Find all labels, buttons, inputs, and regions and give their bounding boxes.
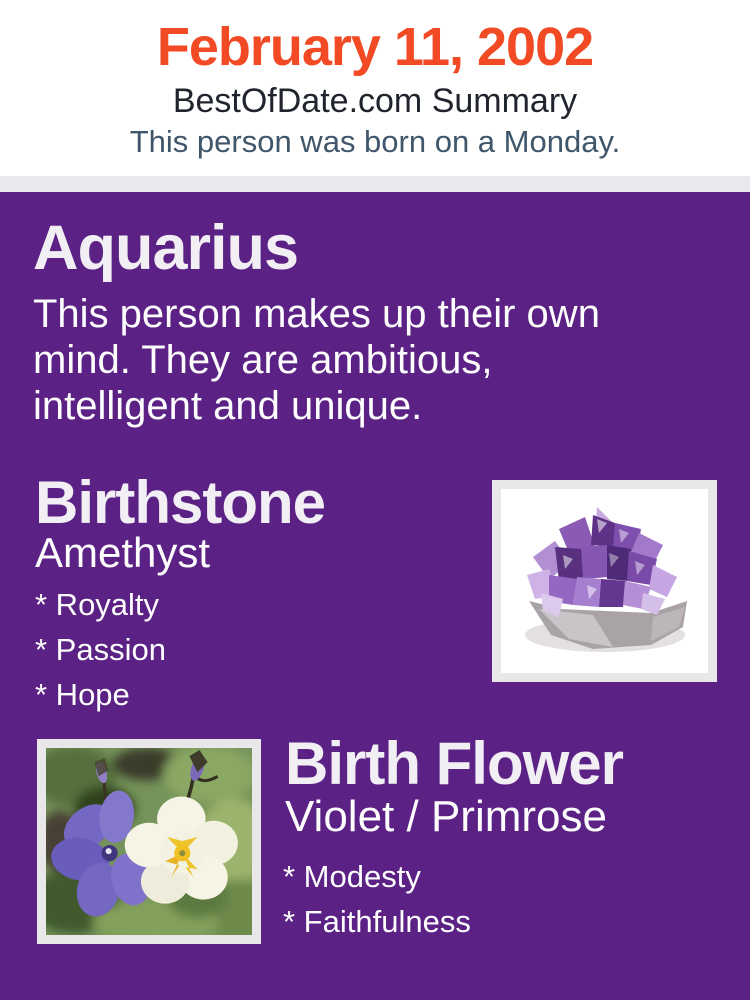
amethyst-photo-art	[501, 489, 708, 673]
birthstone-heading: Birthstone	[35, 469, 325, 536]
flower-photo-art	[46, 748, 252, 935]
birth-flower-heading: Birth Flower	[285, 730, 624, 797]
flower-trait: * Faithfulness	[283, 904, 471, 939]
flower-trait: * Modesty	[283, 859, 421, 894]
birthstone-name: Amethyst	[35, 529, 211, 576]
birthstone-trait: * Royalty	[35, 587, 160, 622]
birthstone-trait: * Passion	[35, 632, 166, 667]
birthstone-trait: * Hope	[35, 677, 130, 712]
zodiac-description: This person makes up their own mind. They are ambitious, intelligent and unique.	[33, 292, 600, 428]
site-summary-title: BestOfDate.com Summary	[172, 82, 578, 120]
page-title-date: February 11, 2002	[156, 17, 594, 77]
header	[0, 0, 750, 176]
amethyst-cluster-photo	[501, 489, 708, 673]
divider-bar	[0, 176, 750, 192]
birthstone-trait-list	[35, 582, 166, 717]
weekday-note: This person was born on a Monday.	[129, 124, 621, 159]
zodiac-sign-heading: Aquarius	[33, 213, 299, 283]
flower-photo-frame	[37, 739, 261, 944]
violet-primrose-photo	[46, 748, 252, 935]
amethyst-photo-frame	[492, 480, 717, 682]
birth-flower-name: Violet / Primrose	[285, 792, 607, 841]
flower-trait-list	[283, 854, 471, 944]
summary-body	[0, 192, 750, 1000]
